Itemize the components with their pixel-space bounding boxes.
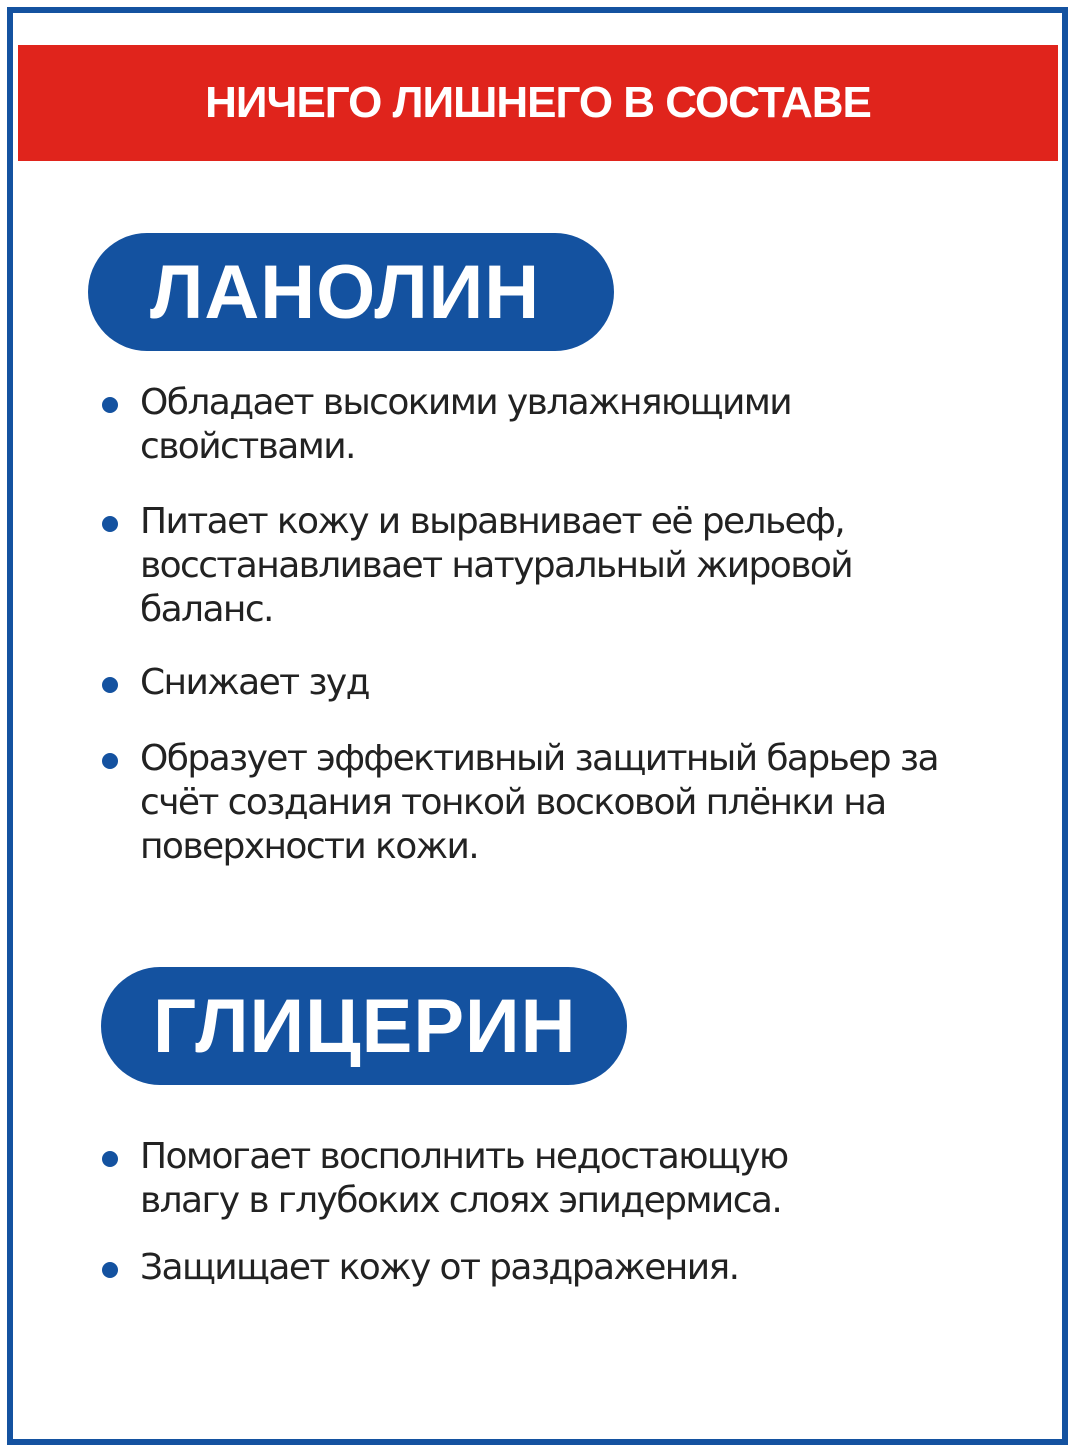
list-item-text: Помогает восполнить недостающую влагу в глубоких слоях эпидермиса. [140,1136,788,1221]
list-item-text: Питает кожу и выравнивает её рельеф, восстанавливает натуральный жировой баланс. [140,501,853,630]
banner-title: НИЧЕГО ЛИШНЕГО В СОСТАВЕ [205,78,871,127]
bullet-icon [102,1262,118,1278]
section-title-glycerin: ГЛИЦЕРИН [153,983,577,1069]
section-title-pill-glycerin [101,967,627,1085]
list-item [102,1135,1002,1223]
section-title-pill-lanolin [88,233,614,351]
blue-frame [7,7,1068,1445]
bullet-icon [102,677,118,693]
list-item [102,661,1002,705]
list-item-text: Снижает зуд [140,662,369,703]
list-item [102,500,1002,632]
header-banner [18,45,1058,161]
bullet-icon [102,1151,118,1167]
list-item-text: Защищает кожу от раздражения. [140,1247,739,1288]
list-item [102,737,1002,869]
section-title-lanolin: ЛАНОЛИН [150,249,541,335]
list-item [102,1246,1002,1290]
list-item-text: Обладает высокими увлажняющими свойствами. [140,382,792,467]
bullet-icon [102,753,118,769]
bullet-icon [102,516,118,532]
list-item [102,381,1002,469]
list-item-text: Образует эффективный защитный барьер за счёт создания тонкой восковой плёнки на поверхности кожи. [140,738,938,867]
bullet-icon [102,397,118,413]
